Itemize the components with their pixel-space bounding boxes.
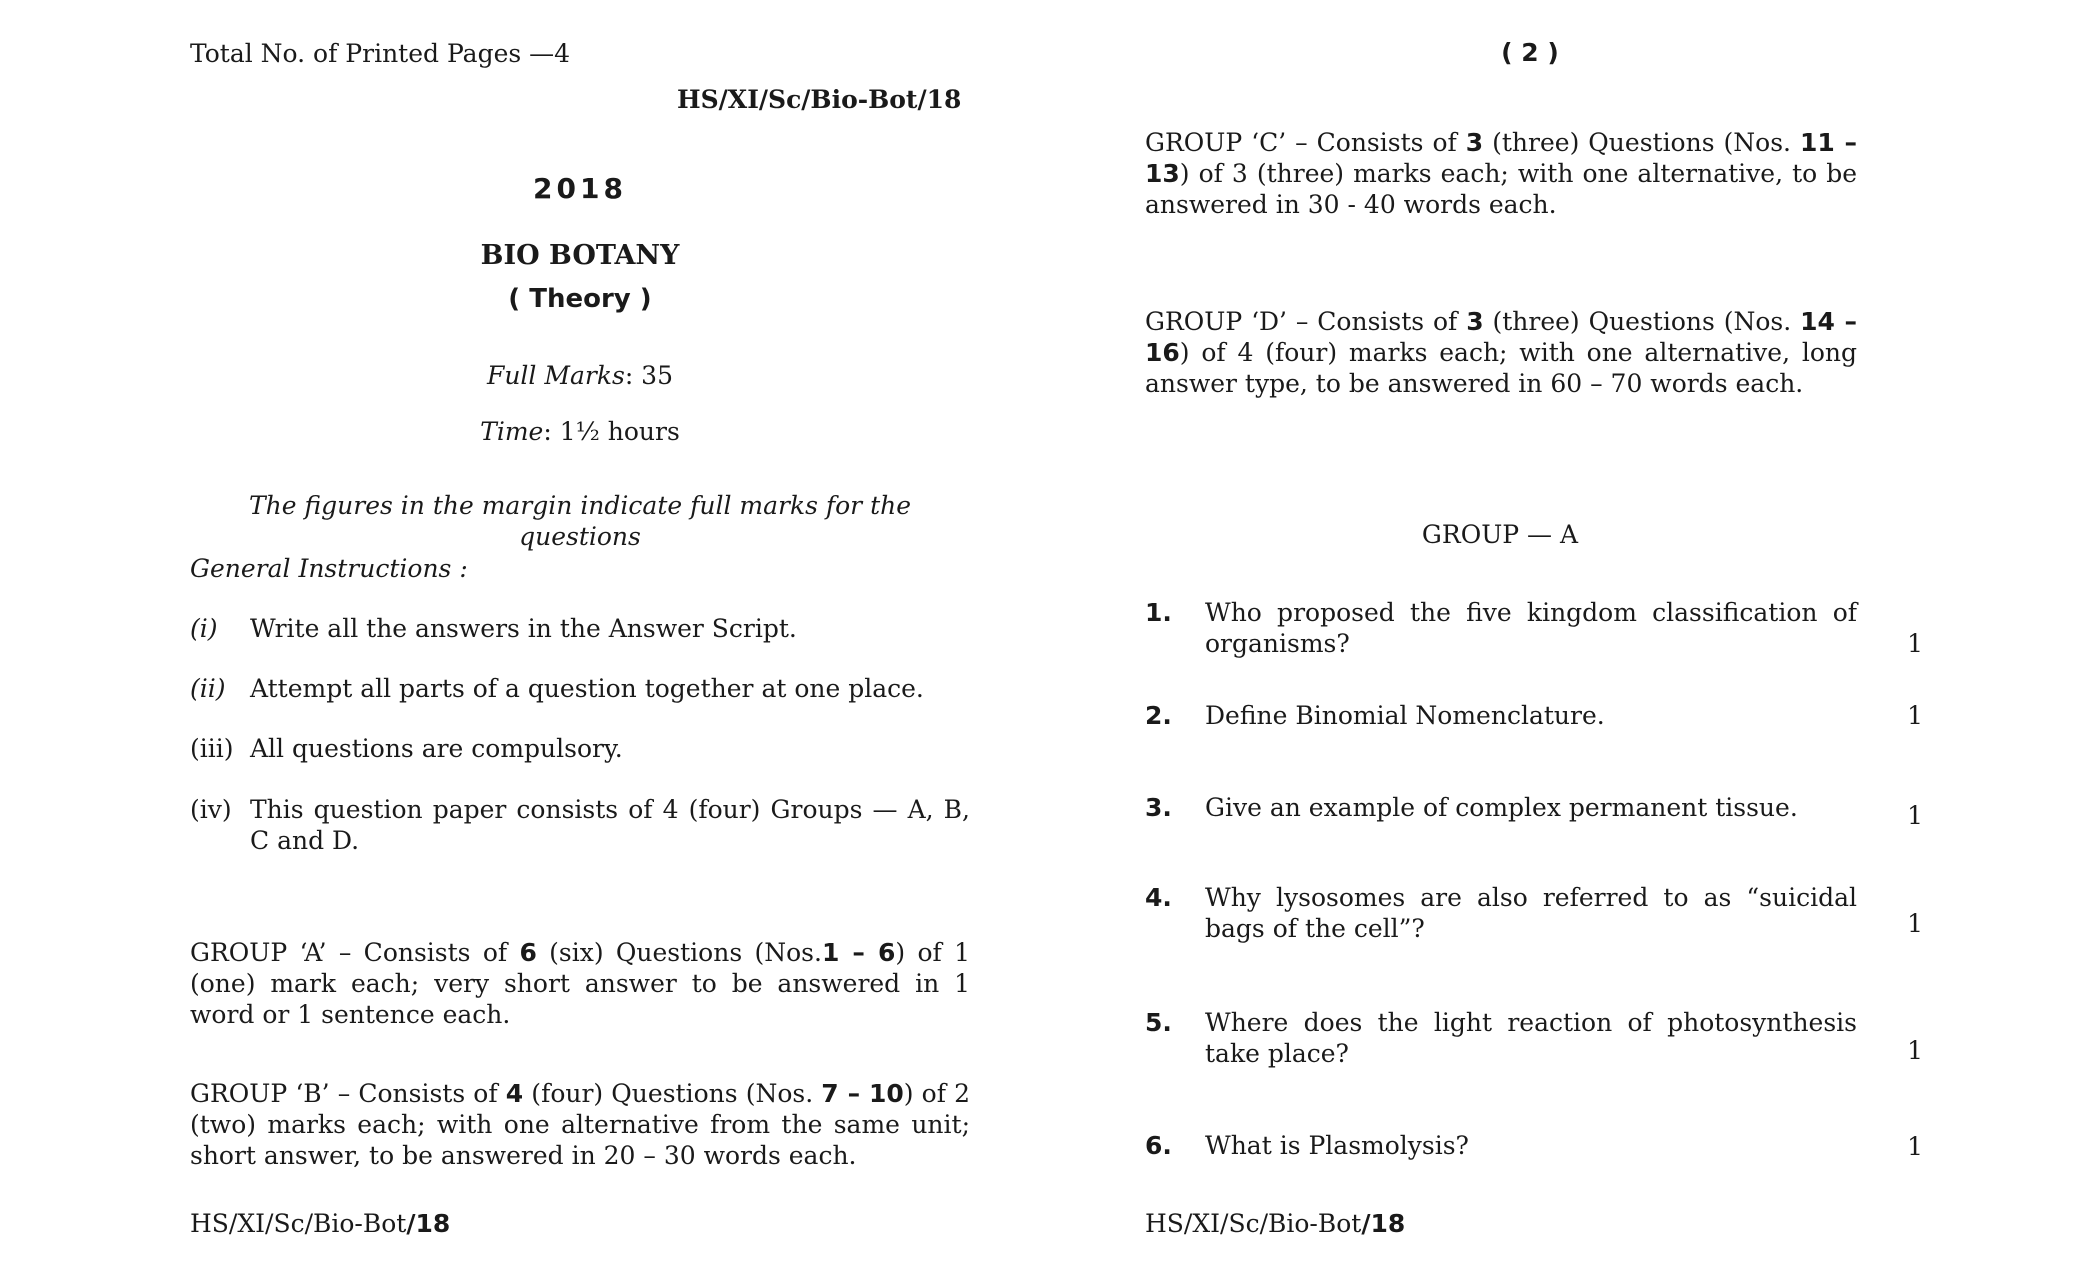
group-c-count: 3 <box>1465 128 1484 157</box>
question-marks: 1 <box>1907 701 1923 730</box>
full-marks <box>380 360 780 391</box>
paper-code-header: HS/XI/Sc/Bio-Bot/18 <box>677 85 962 114</box>
group-b-count: 4 <box>505 1079 524 1108</box>
footer-code-bold: /18 <box>406 1209 451 1238</box>
exam-year: 2018 <box>533 172 627 205</box>
instruction-text: All questions are compulsory. <box>250 734 623 763</box>
group-c-text: GROUP ‘C’ – Consists of <box>1145 128 1466 157</box>
question-marks: 1 <box>1907 1132 1923 1161</box>
question-marks: 1 <box>1907 801 1923 830</box>
question-number: 5. <box>1145 1008 1172 1037</box>
footer-code-text: HS/XI/Sc/Bio-Bot <box>190 1209 407 1238</box>
group-a-text: ) of 1 (one) mark each; very short answer to be answered in 1 word or 1 sentence each. <box>190 938 970 1029</box>
question-number: 4. <box>1145 883 1172 912</box>
page-number: ( 2 ) <box>1501 38 1559 67</box>
question-text: Define Binomial Nomenclature. <box>1205 701 1605 730</box>
instruction-text: This question paper consists of 4 (four) Groups — A, B, C and D. <box>250 795 970 855</box>
margin-note: The figures in the margin indicate full marks for the questions <box>248 491 912 551</box>
group-a-range: 1 – 6 <box>821 938 896 967</box>
instruction-text: Write all the answers in the Answer Script. <box>250 614 797 643</box>
group-d-count: 3 <box>1466 307 1484 336</box>
question-text: Give an example of complex permanent tissue. <box>1205 793 1798 822</box>
subject-subtitle: ( Theory ) <box>508 284 652 314</box>
group-d-text: (three) Questions (Nos. <box>1483 307 1801 336</box>
group-c-range: 11 – 13 <box>1145 128 1857 188</box>
instruction-number: (ii) <box>190 674 226 703</box>
question-number: 6. <box>1145 1131 1172 1160</box>
subject-title: BIO BOTANY <box>480 240 680 271</box>
group-a-text: GROUP ‘A’ – Consists of <box>190 938 520 967</box>
full-marks-label: Full Marks <box>486 361 625 390</box>
group-d-range: 14 – 16 <box>1145 307 1857 367</box>
question-text: Where does the light reaction of photosynthesis take place? <box>1205 1008 1857 1068</box>
full-marks-value: : 35 <box>624 361 673 390</box>
group-b-range: 7 – 10 <box>821 1079 904 1108</box>
question-number: 2. <box>1145 701 1172 730</box>
question-marks: 1 <box>1907 1036 1923 1065</box>
group-d-description <box>1145 306 1857 399</box>
left-footer-code <box>190 1208 450 1239</box>
group-b-text: (four) Questions (Nos. <box>523 1079 822 1108</box>
footer-code-bold: /18 <box>1361 1209 1406 1238</box>
footer-code-text: HS/XI/Sc/Bio-Bot <box>1145 1209 1362 1238</box>
question-marks: 1 <box>1907 909 1923 938</box>
question-text: Why lysosomes are also referred to as “suicidal bags of the cell”? <box>1205 883 1857 943</box>
group-b-text: ) of 2 (two) marks each; with one alternative from the same unit; short answer, to be answered in 20 – 30 words each. <box>190 1079 971 1170</box>
group-a-description <box>190 937 970 1030</box>
group-d-text: ) of 4 (four) marks each; with one alternative, long answer type, to be answered in 60 – 70 words each. <box>1145 338 1857 398</box>
question-number: 3. <box>1145 793 1172 822</box>
group-a-heading: GROUP — A <box>1421 520 1579 549</box>
question-number: 1. <box>1145 598 1172 627</box>
instruction-text: Attempt all parts of a question together at one place. <box>250 674 924 703</box>
time-allowed <box>380 416 780 447</box>
group-d-text: GROUP ‘D’ – Consists of <box>1145 307 1467 336</box>
group-c-text: (three) Questions (Nos. <box>1483 128 1800 157</box>
question-text: What is Plasmolysis? <box>1205 1131 1469 1160</box>
instruction-number: (iv) <box>190 795 232 824</box>
instruction-number: (i) <box>190 614 218 643</box>
printed-pages-note: Total No. of Printed Pages —4 <box>190 39 571 68</box>
right-footer-code <box>1145 1208 1405 1239</box>
question-text: Who proposed the five kingdom classification of organisms? <box>1205 598 1857 658</box>
question-marks: 1 <box>1907 629 1923 658</box>
group-c-description <box>1145 127 1857 220</box>
group-a-text: (six) Questions (Nos. <box>536 938 822 967</box>
time-label: Time <box>480 417 544 446</box>
group-c-text: ) of 3 (three) marks each; with one alternative, to be answered in 30 - 40 words each. <box>1145 159 1857 219</box>
group-a-count: 6 <box>519 938 537 967</box>
group-b-text: GROUP ‘B’ – Consists of <box>190 1079 506 1108</box>
instruction-number: (iii) <box>190 734 234 763</box>
time-value: : 1½ hours <box>543 417 680 446</box>
general-instructions-heading: General Instructions : <box>190 554 468 583</box>
group-b-description <box>190 1078 970 1171</box>
